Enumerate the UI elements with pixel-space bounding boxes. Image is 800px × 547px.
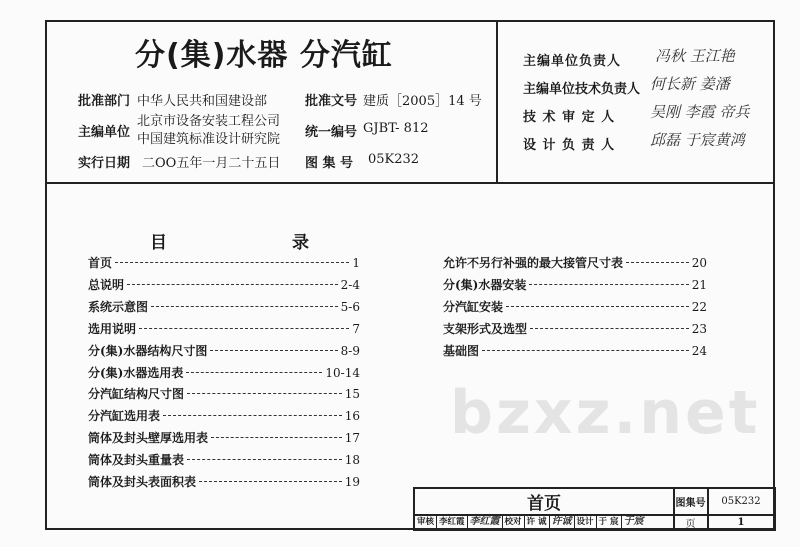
editor-2: 中国建筑标准设计研究院 [137,132,281,147]
leader-dashes [626,262,689,263]
toc-entry[interactable] [88,364,360,381]
design-label: 设计 [575,515,597,529]
toc-entry[interactable] [88,429,360,446]
signature-row [415,515,673,529]
toc-entry-page: 5-6 [340,299,360,314]
toc-entry[interactable] [443,298,707,315]
atlas-no-label: 图 集 号 [305,156,354,171]
toc-entry-title: 选用说明 [88,321,137,336]
designer: 于 宸 [597,515,622,529]
toc-entry-title: 分(集)水器安装 [443,277,527,292]
leader-dashes [199,481,342,482]
toc-entry-page: 1 [352,256,360,270]
atlas-no-label: 图集号 [675,498,706,509]
toc-entry-title: 系统示意图 [88,299,149,314]
effective-date-label: 实行日期 [78,156,131,171]
toc-entry-title: 分汽缸结构尺寸图 [88,387,185,402]
toc-heading-1: 目 [150,233,167,253]
leader-dashes [163,415,342,416]
toc-entry[interactable] [88,451,360,468]
leader-dashes [139,328,349,329]
toc-entry[interactable] [88,254,360,271]
leader-dashes [187,393,342,394]
leader-dashes [529,284,688,285]
toc-entry-title: 基础图 [443,343,480,358]
atlas-no: 05K232 [721,496,761,507]
toc-entry-page: 20 [691,256,707,270]
leader-dashes [211,437,342,438]
toc-entry-title: 允许不另行补强的最大接管尺寸表 [443,256,624,270]
toc-entry[interactable] [88,473,360,490]
toc-entry-title: 筒体及封头表面积表 [88,475,197,489]
responsible-signature: 何长新 姜潘 [650,75,730,93]
proof-label: 校对 [503,515,525,529]
responsible-role: 主编单位技术负责人 [523,82,641,97]
responsible-signature: 邱磊 于宸黄鸿 [650,131,745,149]
toc-entry-title: 总说明 [88,277,125,292]
page-label: 页 [685,518,696,530]
toc-entry[interactable] [88,342,360,359]
leader-dashes [151,306,338,307]
toc-entry-page: 22 [691,299,707,314]
toc-entry-page: 21 [691,277,707,292]
toc-entry-page: 2-4 [340,277,360,292]
toc-entry-page: 7 [352,321,360,336]
approval-no-label: 批准文号 [305,94,358,109]
toc-entry-title: 分汽缸选用表 [88,409,161,424]
approval-dept-label: 批准部门 [78,94,131,109]
toc-heading-2: 录 [292,233,309,253]
toc-entry-page: 15 [344,387,360,402]
toc-entry-title: 筒体及封头重量表 [88,453,185,468]
unified-no-label: 统一编号 [305,125,358,140]
toc-entry[interactable] [443,342,707,359]
toc-entry[interactable] [88,276,360,293]
responsible-role: 设 计 负 责 人 [523,138,616,153]
toc-entry-page: 19 [344,475,360,489]
reviewer: 李红霞 [437,515,468,529]
effective-date: 二OO五年一月二十五日 [142,156,281,171]
toc-entry-title: 分汽缸安装 [443,299,504,314]
designer-signature: 于宸 [623,516,644,527]
watermark: bzxz.net [450,378,761,448]
toc-entry-page: 8-9 [340,343,360,358]
toc-entry-title: 分(集)水器选用表 [88,365,184,380]
toc-entry-title: 筒体及封头壁厚选用表 [88,431,209,446]
toc-entry-page: 23 [691,321,707,336]
editor-1: 北京市设备安装工程公司 [137,114,281,129]
unified-no: GJBT- 812 [363,121,429,136]
leader-dashes [115,262,349,263]
toc-entry-page: 18 [344,453,360,468]
toc-entry-page: 10-14 [325,365,360,380]
toc-entry-page: 24 [691,343,707,358]
toc-entry-title: 分(集)水器结构尺寸图 [88,343,208,358]
title-block [413,487,776,531]
toc-entry[interactable] [443,320,707,337]
leader-dashes [506,306,689,307]
atlas-no: 05K232 [368,152,420,167]
toc-entry-page: 17 [344,431,360,446]
sheet-title: 首页 [527,494,561,514]
responsible-signature: 冯秋 王江艳 [655,47,735,65]
proofer: 许 诚 [525,515,550,529]
reviewer-signature: 李红霞 [468,515,503,529]
leader-dashes [210,350,337,351]
toc-entry[interactable] [88,407,360,424]
toc-entry-page: 16 [344,409,360,424]
header-vertical-divider [496,20,498,184]
responsible-role: 主编单位负责人 [523,54,622,69]
toc-entry-title: 支架形式及选型 [443,321,528,336]
approval-no: 建质［2005］14 号 [363,94,482,109]
toc-entry[interactable] [88,298,360,315]
leader-dashes [127,284,338,285]
toc-entry[interactable] [88,320,360,337]
approval-dept: 中华人民共和国建设部 [137,94,268,109]
proofer-signature: 许诚 [550,515,575,529]
leader-dashes [482,350,689,351]
document-title: 分(集)水器 分汽缸 [135,38,393,73]
leader-dashes [186,372,322,373]
editor-label: 主编单位 [78,125,131,140]
leader-dashes [530,328,689,329]
leader-dashes [187,459,342,460]
responsible-signature: 吴刚 李霞 帝兵 [650,103,750,121]
review-label: 审核 [415,515,437,529]
responsible-role: 技 术 审 定 人 [523,110,616,125]
toc-entry-title: 首页 [88,256,113,270]
header-divider [45,182,775,184]
toc-entry[interactable] [443,254,707,271]
page-number: 1 [737,516,745,528]
toc-entry[interactable] [443,276,707,293]
toc-entry[interactable] [88,385,360,402]
